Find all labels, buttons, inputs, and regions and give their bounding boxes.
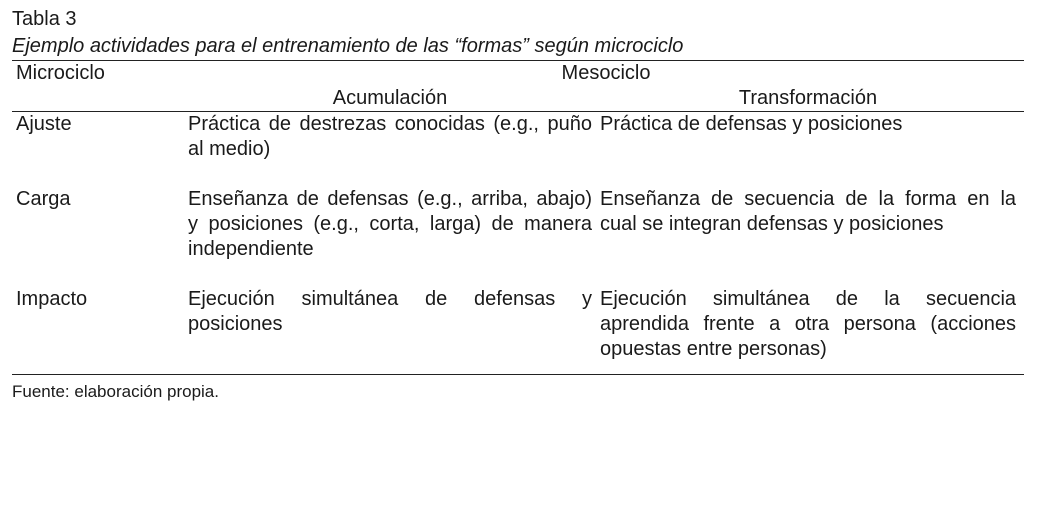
cell-acumulacion: Ejecución simultánea de defensas y posiciones [188,287,600,375]
table-source-note: Fuente: elaboración propia. [12,382,219,401]
cell-acumulacion: Enseñanza de defensas (e.g., arriba, abajo) y posiciones (e.g., corta, larga) de manera independiente [188,188,592,260]
cell-microciclo: Ajuste [16,113,72,135]
cell-acumulacion: Práctica de destrezas conocidas (e.g., puño al medio) [188,113,592,160]
table-row [12,187,1024,287]
table-subheader-row [12,86,1024,112]
cell-microciclo: Impacto [12,287,188,375]
header-mesociclo: Mesociclo [188,61,1024,87]
activities-table [12,60,1024,375]
cell-transformacion: Práctica de defensas y posiciones [600,113,903,135]
table-header-row [12,61,1024,87]
table-caption: Ejemplo actividades para el entrenamiento de las “formas” según microciclo [12,35,684,57]
cell-microciclo: Carga [16,188,71,210]
header-empty-cell [12,86,188,112]
header-acumulacion: Acumulación [188,86,600,112]
table-number: Tabla 3 [12,8,77,30]
header-transformacion: Transformación [600,86,1024,112]
cell-transformacion: Enseñanza de secuencia de la forma en la cual se integran defensas y posiciones [600,188,1017,235]
table-row [12,287,1024,375]
cell-transformacion: Ejecución simultánea de la secuencia aprendida frente a otra persona (acciones opuestas entre personas) [600,287,1024,375]
header-microciclo: Microciclo [12,61,188,87]
table-row [12,112,1024,188]
